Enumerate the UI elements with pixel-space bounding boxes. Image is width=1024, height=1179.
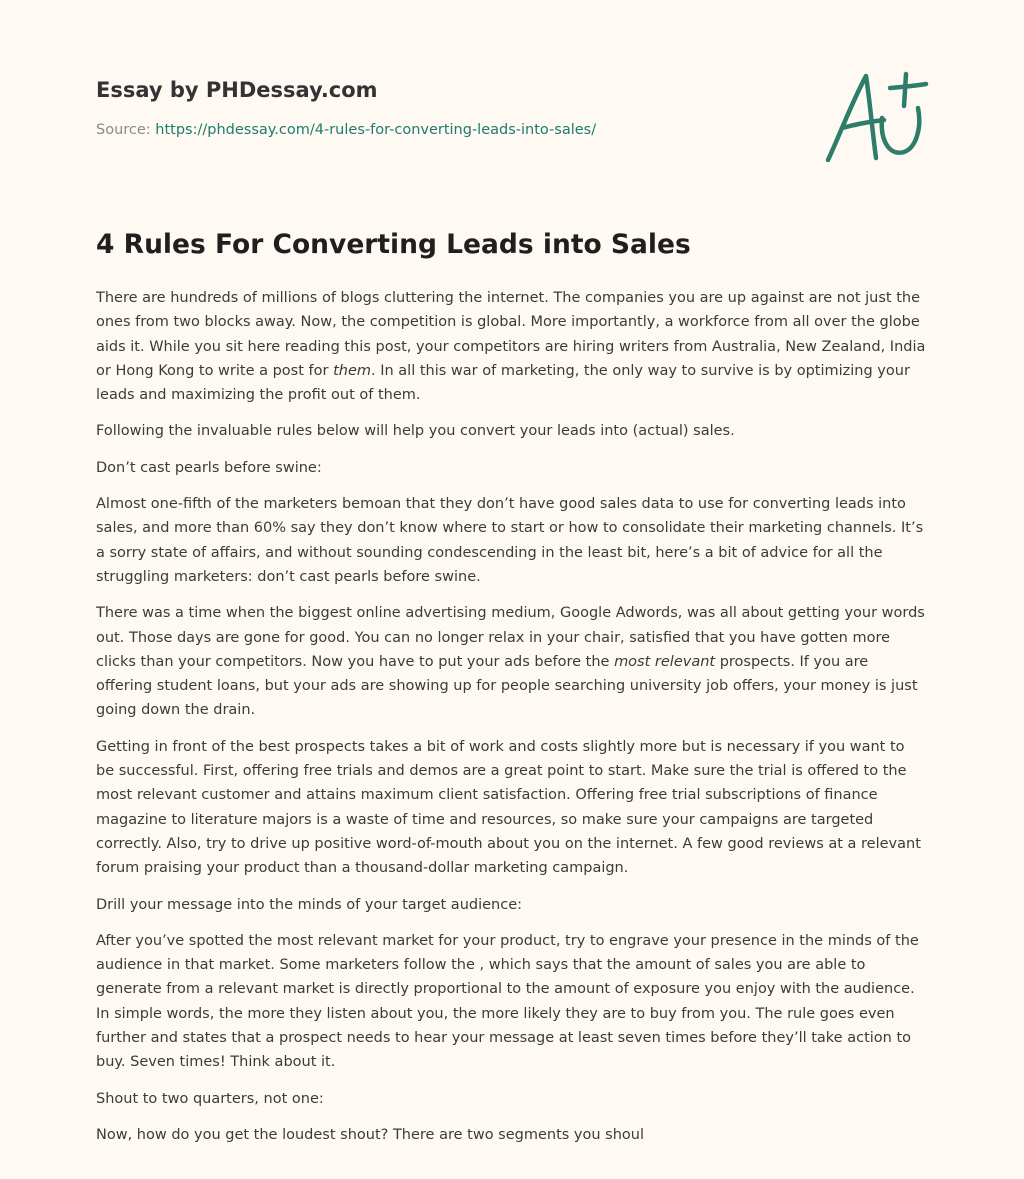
paragraph-sales-data: Almost one-fifth of the marketers bemoan that they don’t have good sales data to use for converting leads into sales, and more than 60% say they don’t know where to start or how to consolidate their marketing channels. It’s a sorry state of affairs, and without sounding condescending in the least bit, here’s a bit of advice for all the struggling marketers: don’t cast pearls before swine. <box>96 496 924 585</box>
paragraph-intro-part-2: . In all this war of marketing, the only way to survive is by optimizing your leads and maximizing the profit out of them. <box>96 362 910 404</box>
rule-heading-3: Shout to two quarters, not one: <box>96 1090 324 1107</box>
paragraph-adwords-part-2: prospects. If you are offering student loans, but your ads are showing up for people searching university job offers, your money is just going down the drain. <box>96 653 918 719</box>
paragraph-adwords-part-1: There was a time when the biggest online advertising medium, Google Adwords, was all about getting your words out. Those days are gone for good. You can no longer relax in your chair, satisfied that you have gotten more clicks than your competitors. Now you have to put your ads before the <box>96 605 925 670</box>
paragraph-intro-part-1: There are hundreds of millions of blogs cluttering the internet. The companies you are up against are not just the ones from two blocks away. Now, the competition is global. More importantly, a workforce from all over the globe aids it. While you sit here reading this post, your competitors are hiring writers from Australia, New Zealand, India or Hong Kong to write a post for <box>96 290 926 379</box>
source-label: Source: <box>96 122 151 138</box>
source-link[interactable]: https://phdessay.com/4-rules-for-converting-leads-into-sales/ <box>155 122 597 138</box>
a-plus-logo-icon <box>822 68 930 166</box>
paragraph-adwords <box>96 601 926 722</box>
rule-heading-2: Drill your message into the minds of your target audience: <box>96 896 523 913</box>
article-title: 4 Rules For Converting Leads into Sales <box>96 229 691 260</box>
site-title: Essay by PHDessay.com <box>96 78 378 102</box>
paragraph-engrave-presence: After you’ve spotted the most relevant market for your product, try to engrave your presence in the minds of the audience in that market. Some marketers follow the , which says that the amount of sales you are able to generate from a relevant market is directly proportional to the amount of exposure you enjoy with the audience. In simple words, the more they listen about you, the more likely they are to buy from you. The rule goes even further and states that a prospect needs to hear your message at least seven times before they’ll take action to buy. Seven times! Think about it. <box>96 932 919 1071</box>
paragraph-intro <box>96 286 926 407</box>
paragraph-rules-intro: Following the invaluable rules below will help you convert your leads into (actual) sales. <box>96 423 735 440</box>
page-header <box>96 76 796 140</box>
paragraph-best-prospects: Getting in front of the best prospects takes a bit of work and costs slightly more but is necessary if you want to be successful. First, offering free trials and demos are a great point to start. Make sure the trial is offered to the most relevant customer and attains maximum client satisfaction. Offering free trial subscriptions of finance magazine to literature majors is a waste of time and resources, so make sure your campaigns are targeted correctly. Also, try to drive up positive word-of-mouth about you on the internet. A few good reviews at a relevant forum praising your product than a thousand-dollar marketing campaign. <box>96 738 921 877</box>
paragraph-loudest-shout: Now, how do you get the loudest shout? There are two segments you shoul <box>96 1126 645 1143</box>
source-line <box>96 120 796 140</box>
paragraph-intro-emphasis: them <box>333 362 371 379</box>
article <box>96 226 926 1159</box>
rule-heading-1: Don’t cast pearls before swine: <box>96 459 322 476</box>
paragraph-adwords-emphasis: most relevant <box>614 653 716 670</box>
